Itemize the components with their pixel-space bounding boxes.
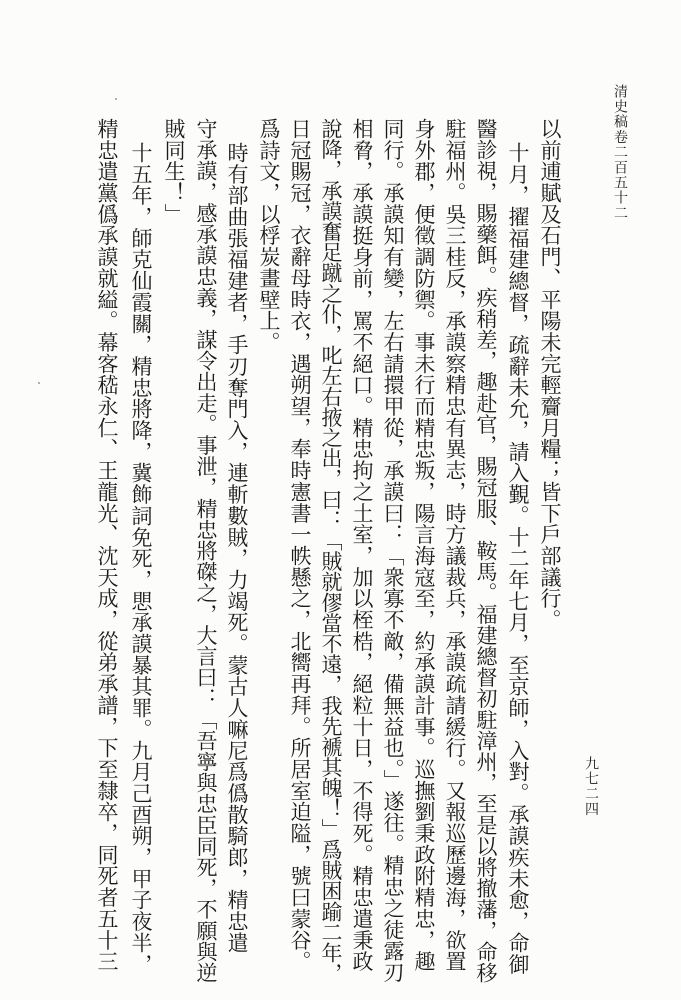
text-column-3: 醫診視，賜藥餌。疾稍差，趣赴官，賜冠服、鞍馬。福建總督初駐漳州，至是以將撤藩，命移 bbox=[474, 118, 498, 984]
text-column-14: 十五年，師克仙霞關，精忠將降，冀飾詞免死，愳承謨暴其罪。九月己酉朔，甲子夜半， bbox=[129, 142, 153, 975]
text-column-5: 身外郡，便徵調防禦。事未行而精忠叛，陽言海寇至，約承謨計事。巡撫劉秉政附精忠，趣 bbox=[412, 118, 436, 972]
text-column-13: 賊同生！」 bbox=[162, 118, 186, 225]
text-column-7: 相脅，承謨挺身前，罵不絕口。精忠拘之土室，加以桎梏，絕粒十日，不得死。精忠遣秉政 bbox=[350, 118, 374, 972]
text-column-1: 以前逋賦及石門、平陽未完輕齎月糧；皆下戶部議行。 bbox=[538, 118, 562, 631]
scan-speck bbox=[115, 98, 117, 100]
scan-speck bbox=[38, 382, 40, 384]
text-column-11: 時有部曲張福建者，手刃奪門入，連斬數賊，力竭死。蒙古人嘛尼爲僞散騎郎，精忠遣 bbox=[225, 142, 249, 954]
text-column-6: 同行。承謨知有變，左右請擐甲從，承謨曰：「衆寡不敵，備無益也。」遂往。精忠之徒露刃 bbox=[381, 118, 405, 983]
text-column-10: 爲詩文，以桴炭畫壁上。 bbox=[257, 118, 281, 353]
page-number: 九七二四 bbox=[583, 756, 599, 817]
text-column-2: 十月，擢福建總督，疏辭未允，請入覲。十二年七月，至京師，入對。承謨疾未愈，命御 bbox=[506, 142, 530, 975]
text-column-4: 駐福州。吳三桂反，承謨察精忠有異志，時方議裁兵，承謨疏請緩行。又報巡歷邊海，欲置 bbox=[443, 118, 467, 972]
book-title: 清史稿卷二百五十二 bbox=[612, 84, 628, 221]
text-column-15: 精忠遣黨僞承謨就縊。幕客嵇永仁、王龍光、沈天成，從弟承譜，下至隸卒，同死者五十三 bbox=[95, 118, 119, 972]
text-column-9: 日冠賜冠，衣辭母時衣，遇朔望，奉時憲書一帙懸之，北嚮再拜。所居室迫隘，號曰蒙谷。 bbox=[288, 118, 312, 972]
text-column-12: 守承謨，感承謨忠義，謀令出走。事泄，精忠將磔之，大言曰：「吾寧與忠臣同死，不願與逆 bbox=[194, 118, 218, 984]
text-column-8: 說降，承謨奮足蹴之仆，叱左右掖之出，曰：「賊就僇當不遠，我先褫其魄！」爲賊困踰二年， bbox=[319, 118, 343, 984]
